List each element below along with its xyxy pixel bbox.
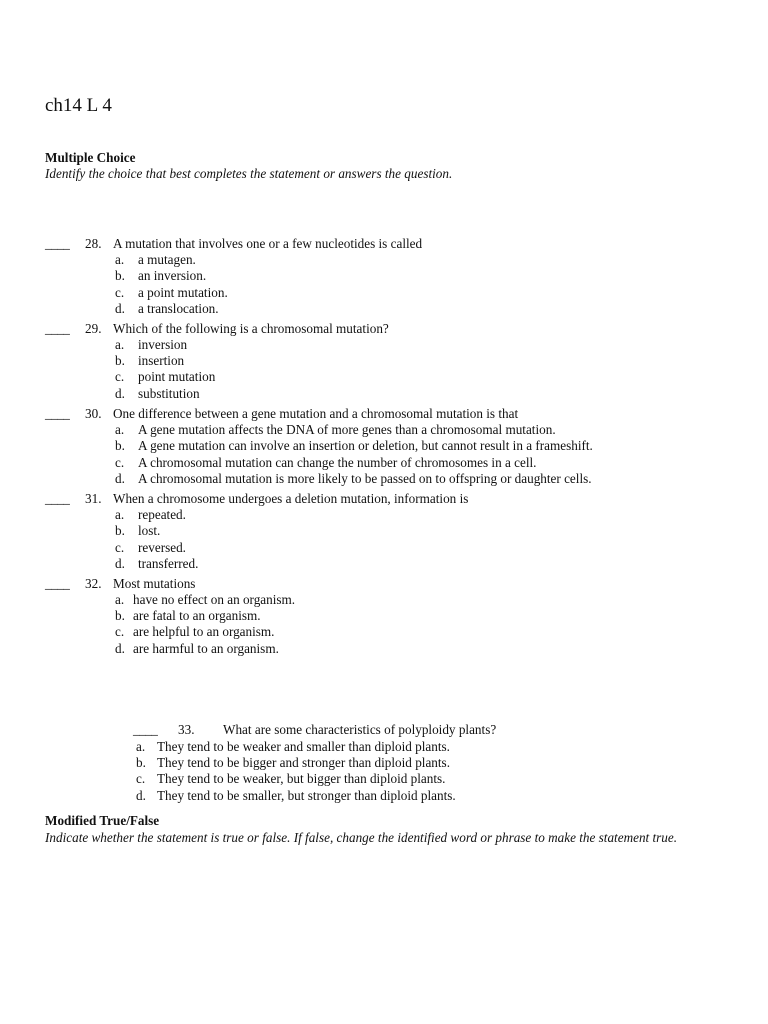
- option-text: inversion: [138, 337, 188, 352]
- option-text: transferred.: [138, 556, 199, 571]
- answer-blank[interactable]: ____: [45, 321, 70, 336]
- option-letter: a.: [136, 739, 146, 754]
- section-instructions-multiple-choice: Identify the choice that best completes the statement or answers the question.: [45, 166, 453, 181]
- option-text: A gene mutation affects the DNA of more genes than a chromosomal mutation.: [138, 422, 556, 437]
- option-letter: d.: [115, 641, 125, 656]
- option-letter: b.: [136, 755, 146, 770]
- option-letter: c.: [115, 369, 125, 384]
- option-text: insertion: [138, 353, 185, 368]
- option-letter: a.: [115, 422, 125, 437]
- option-letter: a.: [115, 507, 125, 522]
- option-letter: a.: [115, 337, 125, 352]
- option-text: They tend to be smaller, but stronger than diploid plants.: [157, 788, 456, 803]
- option-letter: b.: [115, 438, 125, 453]
- question-stem: What are some characteristics of polyploidy plants?: [223, 722, 497, 737]
- question-stem: One difference between a gene mutation and a chromosomal mutation is that: [113, 406, 519, 421]
- answer-blank[interactable]: ____: [45, 406, 70, 421]
- question-number: 29.: [85, 321, 102, 336]
- option-text: They tend to be bigger and stronger than diploid plants.: [157, 755, 450, 770]
- option-letter: a.: [115, 592, 125, 607]
- option-letter: b.: [115, 523, 125, 538]
- option-text: an inversion.: [138, 268, 207, 283]
- question-number: 31.: [85, 491, 102, 506]
- option-text: have no effect on an organism.: [133, 592, 296, 607]
- option-text: are harmful to an organism.: [133, 641, 279, 656]
- question-stem: When a chromosome undergoes a deletion mutation, information is: [113, 491, 469, 506]
- answer-blank[interactable]: ____: [133, 722, 158, 737]
- option-letter: c.: [115, 540, 125, 555]
- option-text: reversed.: [138, 540, 186, 555]
- option-letter: a.: [115, 252, 125, 267]
- question-number: 28.: [85, 236, 102, 251]
- option-letter: d.: [115, 556, 125, 571]
- option-letter: c.: [136, 771, 146, 786]
- section-heading-modified-true-false: Modified True/False: [45, 813, 160, 828]
- answer-blank[interactable]: ____: [45, 236, 70, 251]
- option-text: A chromosomal mutation is more likely to be passed on to offspring or daughter cells.: [138, 471, 592, 486]
- question-number: 33.: [178, 722, 195, 737]
- section-heading-multiple-choice: Multiple Choice: [45, 150, 136, 165]
- option-letter: c.: [115, 285, 125, 300]
- question-stem: Most mutations: [113, 576, 196, 591]
- option-letter: c.: [115, 455, 125, 470]
- question-stem: A mutation that involves one or a few nucleotides is called: [113, 236, 423, 251]
- question-number: 32.: [85, 576, 102, 591]
- option-letter: d.: [136, 788, 146, 803]
- option-text: a point mutation.: [138, 285, 228, 300]
- option-text: point mutation: [138, 369, 216, 384]
- option-text: a mutagen.: [138, 252, 196, 267]
- answer-blank[interactable]: ____: [45, 491, 70, 506]
- option-text: A chromosomal mutation can change the number of chromosomes in a cell.: [138, 455, 537, 470]
- option-letter: b.: [115, 608, 125, 623]
- option-letter: d.: [115, 471, 125, 486]
- option-letter: b.: [115, 268, 125, 283]
- option-text: repeated.: [138, 507, 186, 522]
- option-text: A gene mutation can involve an insertion or deletion, but cannot result in a frameshift.: [138, 438, 593, 453]
- question-stem: Which of the following is a chromosomal mutation?: [113, 321, 389, 336]
- document-title: ch14 L 4: [45, 95, 112, 116]
- option-text: a translocation.: [138, 301, 219, 316]
- option-text: substitution: [138, 386, 200, 401]
- answer-blank[interactable]: ____: [45, 576, 70, 591]
- question-number: 30.: [85, 406, 102, 421]
- option-letter: c.: [115, 624, 125, 639]
- option-text: are helpful to an organism.: [133, 624, 275, 639]
- option-text: lost.: [138, 523, 161, 538]
- option-letter: b.: [115, 353, 125, 368]
- option-text: They tend to be weaker and smaller than diploid plants.: [157, 739, 450, 754]
- option-letter: d.: [115, 386, 125, 401]
- option-letter: d.: [115, 301, 125, 316]
- option-text: They tend to be weaker, but bigger than diploid plants.: [157, 771, 446, 786]
- option-text: are fatal to an organism.: [133, 608, 261, 623]
- section-instructions-modified-true-false: Indicate whether the statement is true or false. If false, change the identified word or phrase to make the statement true.: [45, 830, 678, 845]
